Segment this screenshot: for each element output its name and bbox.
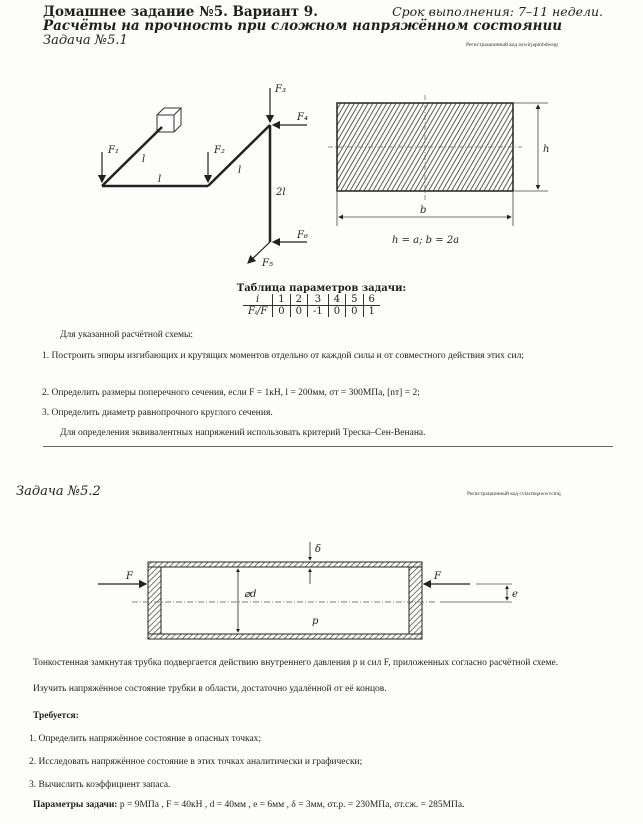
label-force-right: F [434,571,441,582]
task-2-regcode: Регистрационный код cvlacmqawwvcmq [467,491,561,497]
label-force-left: F [126,571,133,582]
task-2-parameters [33,799,633,811]
task-2-label: Задача №5.2 [16,484,101,499]
parameter-table [243,294,380,317]
task-1-item-3: 3. Определить диаметр равнопрочного круглого сечения. [42,408,273,418]
task-2-parameters-label: Параметры задачи: [33,800,118,810]
table-cell: Fᵢ/F [248,306,268,317]
label-length-l3: l [238,165,242,176]
label-f3: F₃ [275,84,286,95]
table-cell: 0 [328,306,345,318]
task-1-regcode: Регистрационный код axwirjapmbdwegr [466,42,559,48]
table-cell: 4 [328,294,345,306]
tube-walls [148,562,422,639]
frame-members [102,125,270,242]
label-f2: F₂ [214,145,225,156]
label-f1: F₁ [108,145,119,156]
table-cell: 5 [346,294,363,306]
task-1-item-2: 2. Определить размеры поперечного сечения, если F = 1кН, l = 200мм, σт = 300МПа, [nт] = 2; [42,388,420,398]
label-f5: F₅ [262,258,273,269]
label-eccentricity: e [512,589,518,600]
label-f6: F₆ [297,230,308,241]
label-thickness: δ [315,544,322,555]
document-subtitle: Расчёты на прочность при сложном напряжённом состоянии [43,18,563,34]
table-cell: 2 [290,294,307,306]
label-section-relation: h = a; b = 2a [392,235,460,246]
section-divider [43,446,613,447]
parameter-table-caption: Таблица параметров задачи: [236,283,407,294]
label-width-b: b [420,205,427,216]
task-2-item-2: 2. Исследовать напряжённое состояние в этих точках аналитически и графически; [29,757,363,767]
table-cell: 1 [273,294,290,306]
deadline-text: Срок выполнения: 7–11 недели. [392,4,603,19]
task-1-label: Задача №5.1 [43,33,128,48]
table-row [243,306,380,318]
label-length-2l: 2l [276,187,286,198]
table-cell: 0 [273,306,290,318]
document-title: Домашнее задание №5. Вариант 9. [43,4,318,20]
task-1-item-1: 1. Построить эпюры изгибающих и крутящих моментов отдельно от каждой силы и от совместного действия этих сил; [42,351,524,361]
table-cell: 1 [363,306,380,318]
label-length-l2: l [158,174,162,185]
table-cell: 0 [346,306,363,318]
table-cell: 3 [308,294,329,306]
label-pressure: p [312,616,319,627]
task-2-required-label: Требуется: [33,711,79,721]
table-header-row [243,294,380,306]
label-length-l1: l [142,154,146,165]
table-cell: i [243,294,273,306]
table-cell: 0 [290,306,307,318]
task-2-paragraph-1: Тонкостенная замкнутая трубка подвергается действию внутреннего давления p и сил F, приложенных согласно расчётной схеме. [33,658,559,668]
task-1-note: Для определения эквивалентных напряжений использовать критерий Треска–Сен-Венана. [60,428,426,438]
task-2-parameters-values: p = 9МПа , F = 40кН , d = 40мм , e = 6мм , δ = 3мм, σт.р. = 230МПа, σт.сж. = 285МПа. [119,800,465,810]
frame-scheme-diagram [80,70,330,280]
table-cell: -1 [308,306,329,318]
tube-scheme-diagram [80,520,530,650]
label-height-h: h [543,144,550,155]
task-2-item-3: 3. Вычислить коэффициент запаса. [29,780,171,790]
task-2-paragraph-2: Изучить напряжённое состояние трубки в области, достаточно удалённой от её концов. [33,684,387,694]
task-2-item-1: 1. Определить напряжённое состояние в опасных точках; [29,734,262,744]
cross-section-diagram [320,90,560,250]
table-cell: 6 [363,294,380,306]
task-1-intro: Для указанной расчётной схемы: [60,330,194,340]
label-diameter: ⌀d [244,589,257,600]
label-f4: F₄ [297,112,308,123]
